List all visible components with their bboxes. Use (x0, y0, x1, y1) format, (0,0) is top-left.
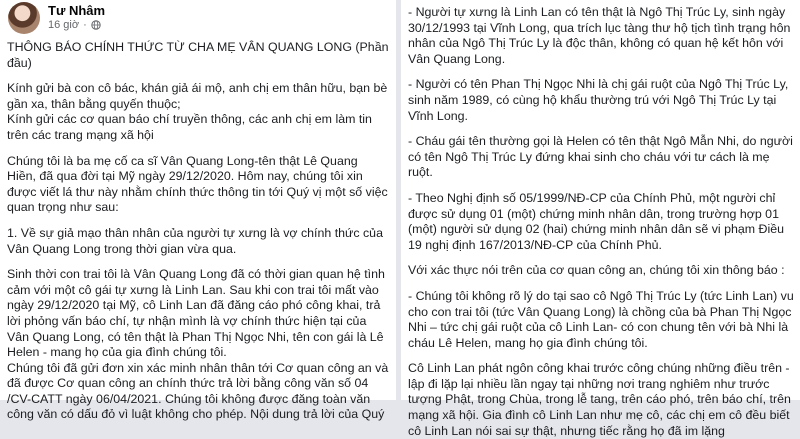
post-paragraph: Cô Linh Lan phát ngôn công khai trước công chúng những điều trên - lập đi lặp lại nhiều lần ngay tại những nơi trang nghiêm như trước tượng Phật, trong Chùa, trong lễ tang, trên cáo phó, trên báo chí, trên mạng xã hội. Gia đình cô Linh Lan như mẹ cô, các chị em cô đều biết cô Linh Lan nói sai sự thật, nhưng tiếc rằng họ đã im lặng (408, 361, 791, 438)
post-paragraph: - Người có tên Phan Thị Ngọc Nhi là chị gái ruột của Ngô Thị Trúc Ly, sinh năm 1989, có cùng hộ khẩu thường trú với Ngô Thị Trúc Ly tại Vĩnh Long. (408, 77, 789, 123)
post-body-right (408, 5, 796, 439)
post-paragraph: THÔNG BÁO CHÍNH THỨC TỪ CHA MẸ VÂN QUANG LONG (Phần đầu) (7, 40, 389, 70)
meta-separator: · (83, 19, 87, 31)
author-name[interactable]: Tư Nhâm (48, 3, 106, 18)
post-meta (48, 19, 101, 31)
post-time[interactable]: 16 giờ (48, 19, 80, 31)
post-paragraph: - Chúng tôi không rõ lý do tại sao cô Ngô Thị Trúc Ly (tức Linh Lan) vu cho con trai tôi (tức Vân Quang Long) là chồng của bà Phan Thị Ngọc Nhi – tức chị gái ruột của cô Linh Lan- có con chung tên với bà Nhi là cháu Lê Helen, mang họ gia đình chúng tôi. (408, 288, 794, 350)
post-paragraph: Chúng tôi là ba mẹ cố ca sĩ Vân Quang Long-tên thật Lê Quang Hiền, đã qua đời tại Mỹ ngày 29/12/2020. Hôm nay, chúng tôi xin được viết lá thư này nhằm chính thức thông tin tới Quý vị một số việc quan trọng như sau: (7, 153, 388, 215)
post-paragraph: - Người tự xưng là Linh Lan có tên thật là Ngô Thị Trúc Ly, sinh ngày 30/12/1993 tại Vĩnh Long, qua trích lục tàng thư hộ tịch tình trạng hôn nhân của Ngô Thị Trúc Ly là độc thân, không có quan hệ kết hôn với Vân Quang Long. (408, 5, 791, 66)
post-paragraph: - Theo Nghị định số 05/1999/NĐ-CP của Chính Phủ, một người chỉ được sử dụng 01 (một) chứng minh nhân dân, trong trường hợp 01 (một) người sử dụng 02 (hai) chứng minh nhân dân sẽ vi phạm Điều 19 nghị định 167/2013/NĐ-CP của Chính Phủ. (408, 190, 785, 252)
post-header (8, 2, 388, 36)
avatar[interactable] (8, 2, 40, 34)
post-paragraph: Sinh thời con trai tôi là Vân Quang Long đã có thời gian quan hệ tình cảm với một cô gái tự xưng là Linh Lan. Sau khi con trai tôi mất vào ngày 29/12/2020 tại Mỹ, cô Linh Lan đã đăng cáo phó công khai, trả lời phỏng vấn báo chí, tự nhận mình là vợ chính thức hiện tại của Vân Quang Long, có tên thật là Phan Thị Ngọc Nhi, tên con gái là Lê Helen - mang họ của gia đình chúng tôi. Chúng tôi đã gửi đơn xin xác minh nhân thân tới Cơ quan công an và đã được Cơ quan công an chính thức trả lời bằng công văn số 04 /CV-CATT ngày 06/04/2021. Chúng tôi không được đăng toàn văn công văn có dấu đỏ vì luật không cho phép. Nội dung trả lời của Quý (7, 267, 389, 422)
post-paragraph: Với xác thực nói trên của cơ quan công an, chúng tôi xin thông báo : (408, 263, 785, 278)
globe-icon (91, 20, 101, 30)
post-paragraph: - Cháu gái tên thường gọi là Helen có tên thật Ngô Mẫn Nhi, do người có tên Ngô Thị Trúc Ly đứng khai sinh cho cháu với tư cách là mẹ ruột. (408, 134, 793, 180)
post-paragraph: Kính gửi bà con cô bác, khán giả ái mộ, anh chị em thân hữu, bạn bè gần xa, thân bằng quyến thuộc; Kính gửi các cơ quan báo chí truyền thông, các anh chị em làm tin trên các trang mạng xã hội (7, 81, 388, 142)
post-paragraph: 1. Về sự giả mạo thân nhân của người tự xưng là vợ chính thức của Vân Quang Long trong thời gian vừa qua. (7, 225, 383, 256)
post-panel-left (0, 0, 396, 422)
post-body-left (7, 40, 389, 423)
post-panel-right (401, 0, 800, 438)
